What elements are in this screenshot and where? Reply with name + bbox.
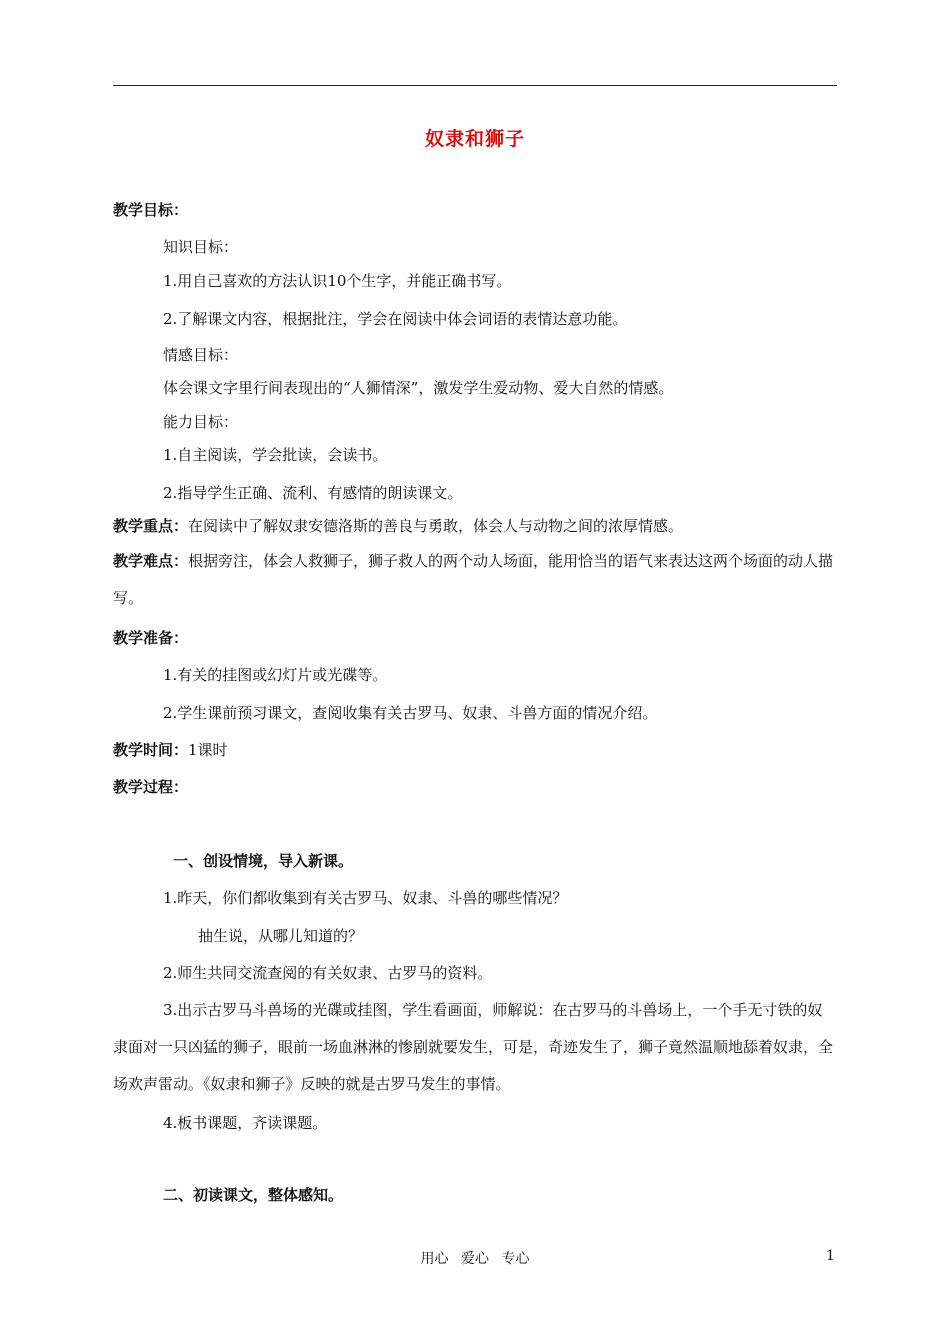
part-1-heading: 一、创设情境，导入新课。 [173,852,354,870]
footer-motto: 用心 爱心 专心 [420,1251,530,1267]
preparation-item-1: 1.有关的挂图或幻灯片或光碟等。 [163,666,388,684]
key-point-label: 教学重点： [113,517,189,535]
part-2-heading: 二、初读课文，整体感知。 [163,1186,344,1204]
part-1-item-1b: 抽生说，从哪儿知道的？ [198,927,364,945]
emotion-heading: 情感目标： [163,346,239,364]
header-rule [113,85,837,86]
teaching-time [113,740,228,760]
key-point-text: 在阅读中了解奴隶安德洛斯的善良与勇敢，体会人与动物之间的浓厚情感。 [188,517,684,535]
process-heading: 教学过程： [113,778,189,796]
key-point [113,516,683,536]
page-title: 奴隶和狮子 [424,128,525,150]
knowledge-item-1: 1.用自己喜欢的方法认识10个生字，并能正确书写。 [163,272,512,290]
difficulty-label: 教学难点： [113,552,189,570]
emotion-item-1: 体会课文字里行间表现出的“人狮情深”，激发学生爱动物、爱大自然的情感。 [163,379,674,397]
teaching-time-label: 教学时间： [113,741,189,759]
part-1-item-1: 1.昨天，你们都收集到有关古罗马、奴隶、斗兽的哪些情况？ [163,889,568,907]
part-1-item-3: 3.出示古罗马斗兽场的光碟或挂图，学生看画面，师解说：在古罗马的斗兽场上，一个手无寸铁的奴隶面对一只凶猛的狮子，眼前一场血淋淋的惨剧就要发生，可是，奇迹发生了，狮子竟然温顺地舔着奴隶，全场欢声雷动。《奴隶和狮子》反映的就是古罗马发生的事情。 [113,1001,834,1093]
page-number: 1 [826,1248,835,1264]
ability-item-2: 2.指导学生正确、流利、有感情的朗读课文。 [163,484,463,502]
difficulty [113,543,837,617]
part-1-item-4: 4.板书课题，齐读课题。 [163,1114,328,1132]
knowledge-item-2: 2.了解课文内容，根据批注，学会在阅读中体会词语的表情达意功能。 [163,310,628,328]
part-1-item-2: 2.师生共同交流查阅的有关奴隶、古罗马的资料。 [163,964,493,982]
preparation-item-2: 2.学生课前预习课文，查阅收集有关古罗马、奴隶、斗兽方面的情况介绍。 [163,704,658,722]
knowledge-heading: 知识目标： [163,238,239,256]
ability-item-1: 1.自主阅读，学会批读，会读书。 [163,446,388,464]
preparation-heading: 教学准备： [113,629,189,647]
teaching-time-value: 1课时 [188,741,228,759]
section-objectives: 教学目标： [113,201,189,219]
ability-heading: 能力目标： [163,413,239,431]
difficulty-text: 根据旁注，体会人救狮子，狮子救人的两个动人场面，能用恰当的语气来表达这两个场面的动人描写。 [113,552,834,607]
